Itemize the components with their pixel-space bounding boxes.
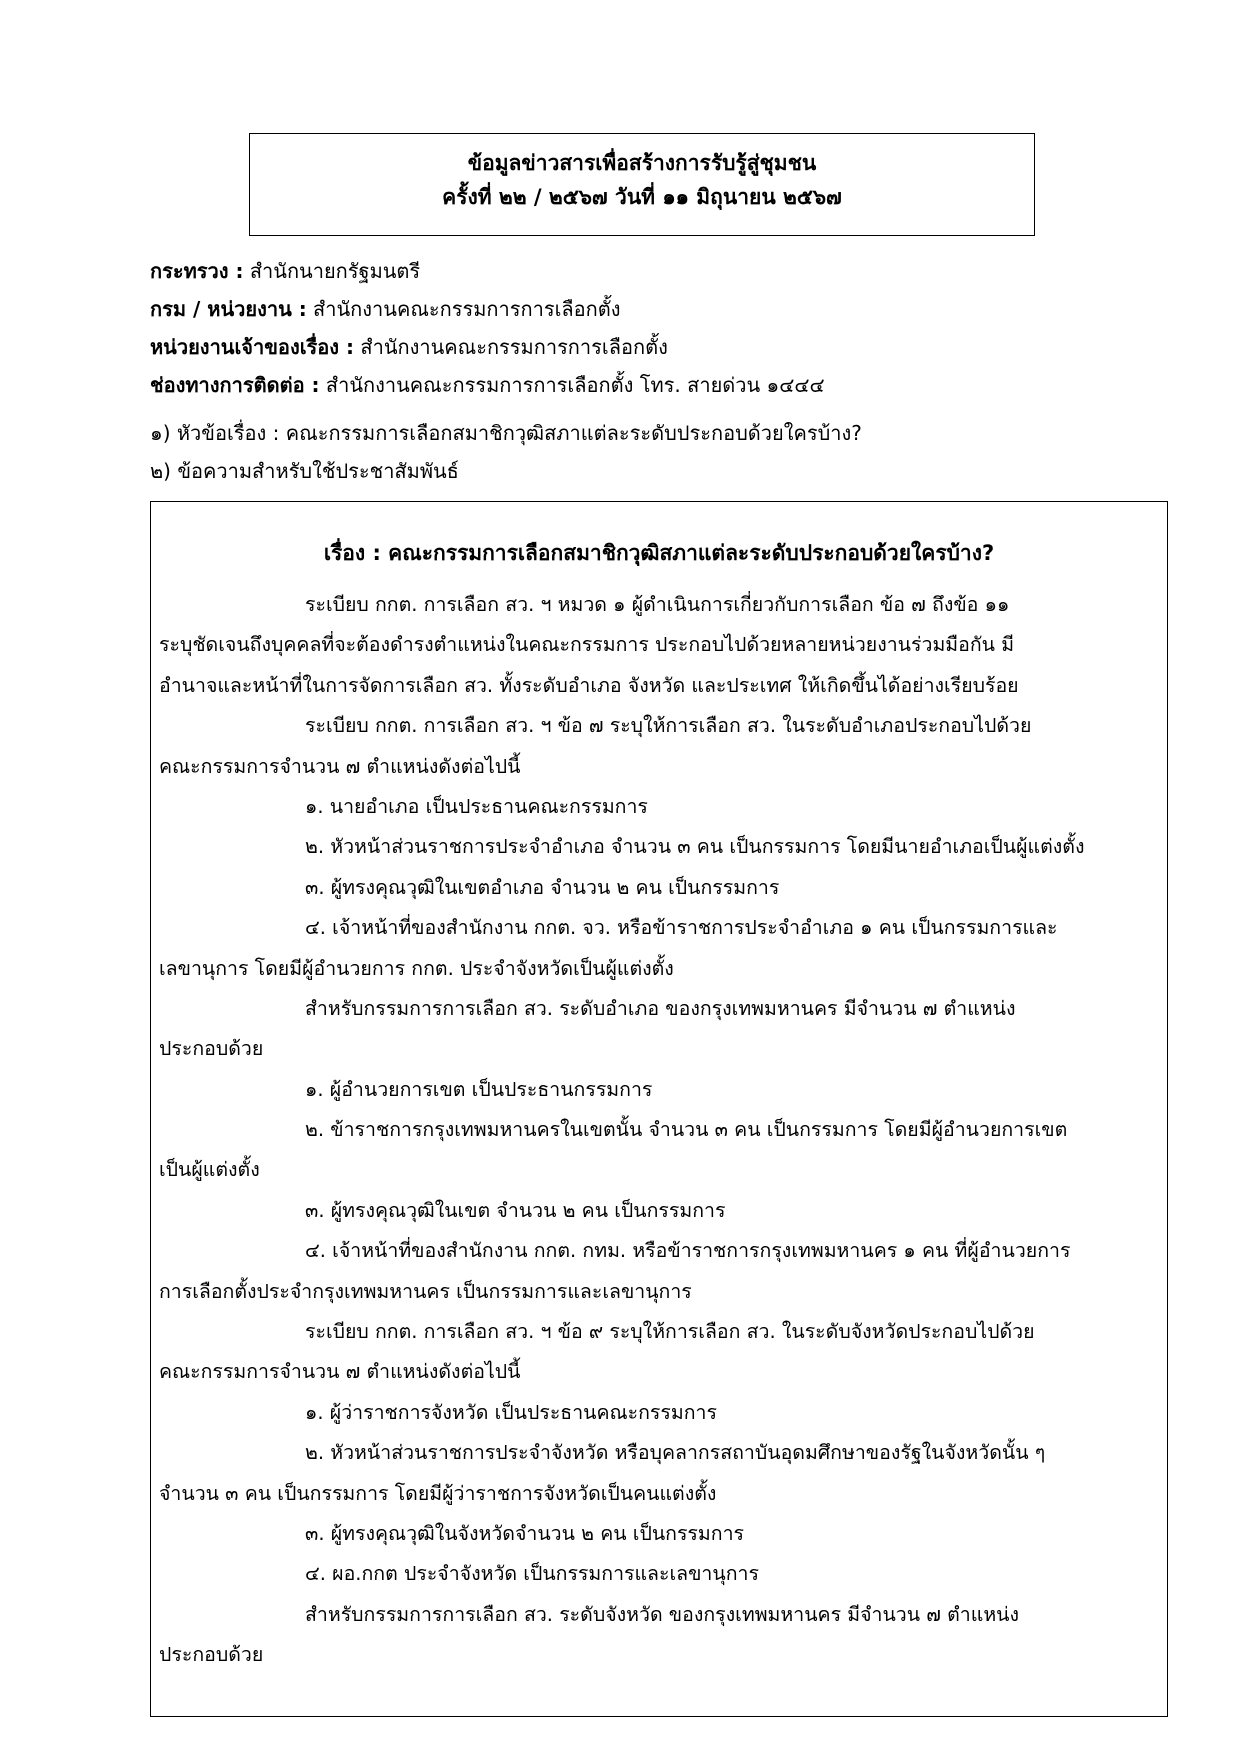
body-line: ๒. ข้าราชการกรุงเทพมหานครในเขตนั้น จำนวน ๓ คน เป็นกรรมการ โดยมีผู้อำนวยการเขต bbox=[305, 1118, 1068, 1142]
meta-section bbox=[150, 252, 1150, 404]
body-line: ๔. เจ้าหน้าที่ของสำนักงาน กกต. กทม. หรือข้าราชการกรุงเทพมหานคร ๑ คน ที่ผู้อำนวยการ bbox=[305, 1239, 1071, 1263]
body-line: ๑. นายอำเภอ เป็นประธานคณะกรรมการ bbox=[305, 794, 648, 818]
body-line: จำนวน ๓ คน เป็นกรรมการ โดยมีผู้ว่าราชการจังหวัดเป็นคนแต่งตั้ง bbox=[159, 1481, 717, 1505]
body-line: การเลือกตั้งประจำกรุงเทพมหานคร เป็นกรรมการและเลขานุการ bbox=[159, 1279, 692, 1303]
topics-section bbox=[150, 414, 1150, 490]
issue-date-line: ครั้งที่ ๒๒ / ๒๕๖๗ วันที่ ๑๑ มิถุนายน ๒๕๖๗ bbox=[442, 185, 842, 209]
body-line: ๑. ผู้อำนวยการเขต เป็นประธานกรรมการ bbox=[305, 1077, 653, 1101]
content-box bbox=[150, 501, 1168, 1717]
meta-contact bbox=[150, 366, 1150, 404]
meta-owner-agency bbox=[150, 328, 1150, 366]
body-line: อำนาจและหน้าที่ในการจัดการเลือก สว. ทั้งระดับอำเภอ จังหวัด และประเทศ ให้เกิดขึ้นได้อย่างเรียบร้อย bbox=[159, 673, 1019, 697]
body-line: ประกอบด้วย bbox=[159, 1037, 264, 1061]
body-line: ๔. ผอ.กกต ประจำจังหวัด เป็นกรรมการและเลขานุการ bbox=[305, 1562, 759, 1586]
body-line: เลขานุการ โดยมีผู้อำนวยการ กกต. ประจำจังหวัดเป็นผู้แต่งตั้ง bbox=[159, 956, 674, 980]
body-line: สำหรับกรรมการการเลือก สว. ระดับอำเภอ ของกรุงเทพมหานคร มีจำนวน ๗ ตำแหน่ง bbox=[305, 996, 1016, 1020]
body-line: เป็นผู้แต่งตั้ง bbox=[159, 1158, 260, 1182]
body-line: คณะกรรมการจำนวน ๗ ตำแหน่งดังต่อไปนี้ bbox=[159, 754, 521, 778]
meta-label: กรม / หน่วยงาน : bbox=[150, 297, 307, 321]
body-line: ระเบียบ กกต. การเลือก สว. ฯ ข้อ ๗ ระบุให้การเลือก สว. ในระดับอำเภอประกอบไปด้วย bbox=[305, 714, 1032, 738]
body-line: สำหรับกรรมการการเลือก สว. ระดับจังหวัด ของกรุงเทพมหานคร มีจำนวน ๗ ตำแหน่ง bbox=[305, 1602, 1020, 1626]
topic-pr-message: ๒) ข้อความสำหรับใช้ประชาสัมพันธ์ bbox=[150, 459, 459, 483]
body-line: ระบุชัดเจนถึงบุคคลที่จะต้องดำรงตำแหน่งในคณะกรรมการ ประกอบไปด้วยหลายหน่วยงานร่วมมือกัน มี bbox=[159, 633, 1015, 657]
body-line: ประกอบด้วย bbox=[159, 1643, 264, 1667]
meta-ministry bbox=[150, 252, 1150, 290]
body-line: ๓. ผู้ทรงคุณวุฒิในเขต จำนวน ๒ คน เป็นกรรมการ bbox=[305, 1198, 726, 1222]
body-line: ๓. ผู้ทรงคุณวุฒิในเขตอำเภอ จำนวน ๒ คน เป็นกรรมการ bbox=[305, 875, 780, 899]
meta-label: ช่องทางการติดต่อ : bbox=[150, 373, 320, 397]
body-line: ๒. หัวหน้าส่วนราชการประจำอำเภอ จำนวน ๓ คน เป็นกรรมการ โดยมีนายอำเภอเป็นผู้แต่งตั้ง bbox=[305, 835, 1085, 859]
body-line: ระเบียบ กกต. การเลือก สว. ฯ หมวด ๑ ผู้ดำเนินการเกี่ยวกับการเลือก ข้อ ๗ ถึงข้อ ๑๑ bbox=[305, 593, 1010, 616]
body-line: ระเบียบ กกต. การเลือก สว. ฯ ข้อ ๙ ระบุให้การเลือก สว. ในระดับจังหวัดประกอบไปด้วย bbox=[305, 1320, 1035, 1344]
body-line: ๒. หัวหน้าส่วนราชการประจำจังหวัด หรือบุคลากรสถาบันอุดมศึกษาของรัฐในจังหวัดนั้น ๆ bbox=[305, 1441, 1046, 1465]
meta-value: สำนักงานคณะกรรมการการเลือกตั้ง โทร. สายด่วน ๑๔๔๔ bbox=[319, 373, 825, 397]
meta-value: สำนักงานคณะกรรมการการเลือกตั้ง bbox=[306, 297, 621, 321]
content-title: เรื่อง : คณะกรรมการเลือกสมาชิกวุฒิสภาแต่ละระดับประกอบด้วยใครบ้าง? bbox=[323, 541, 995, 565]
topic-heading: ๑) หัวข้อเรื่อง : คณะกรรมการเลือกสมาชิกวุฒิสภาแต่ละระดับประกอบด้วยใครบ้าง? bbox=[150, 421, 862, 445]
meta-label: กระทรวง : bbox=[150, 259, 244, 283]
body-line: คณะกรรมการจำนวน ๗ ตำแหน่งดังต่อไปนี้ bbox=[159, 1360, 521, 1384]
meta-label: หน่วยงานเจ้าของเรื่อง : bbox=[150, 335, 355, 359]
content-body bbox=[159, 585, 1159, 1676]
body-line: ๓. ผู้ทรงคุณวุฒิในจังหวัดจำนวน ๒ คน เป็นกรรมการ bbox=[305, 1521, 744, 1545]
meta-value: สำนักนายกรัฐมนตรี bbox=[243, 259, 421, 283]
document-title: ข้อมูลข่าวสารเพื่อสร้างการรับรู้สู่ชุมชน bbox=[467, 151, 817, 175]
meta-department bbox=[150, 290, 1150, 328]
meta-value: สำนักงานคณะกรรมการการเลือกตั้ง bbox=[354, 335, 668, 359]
body-line: ๔. เจ้าหน้าที่ของสำนักงาน กกต. จว. หรือข้าราชการประจำอำเภอ ๑ คน เป็นกรรมการและ bbox=[305, 916, 1058, 940]
header-box bbox=[249, 133, 1035, 236]
body-line: ๑. ผู้ว่าราชการจังหวัด เป็นประธานคณะกรรมการ bbox=[305, 1400, 717, 1424]
